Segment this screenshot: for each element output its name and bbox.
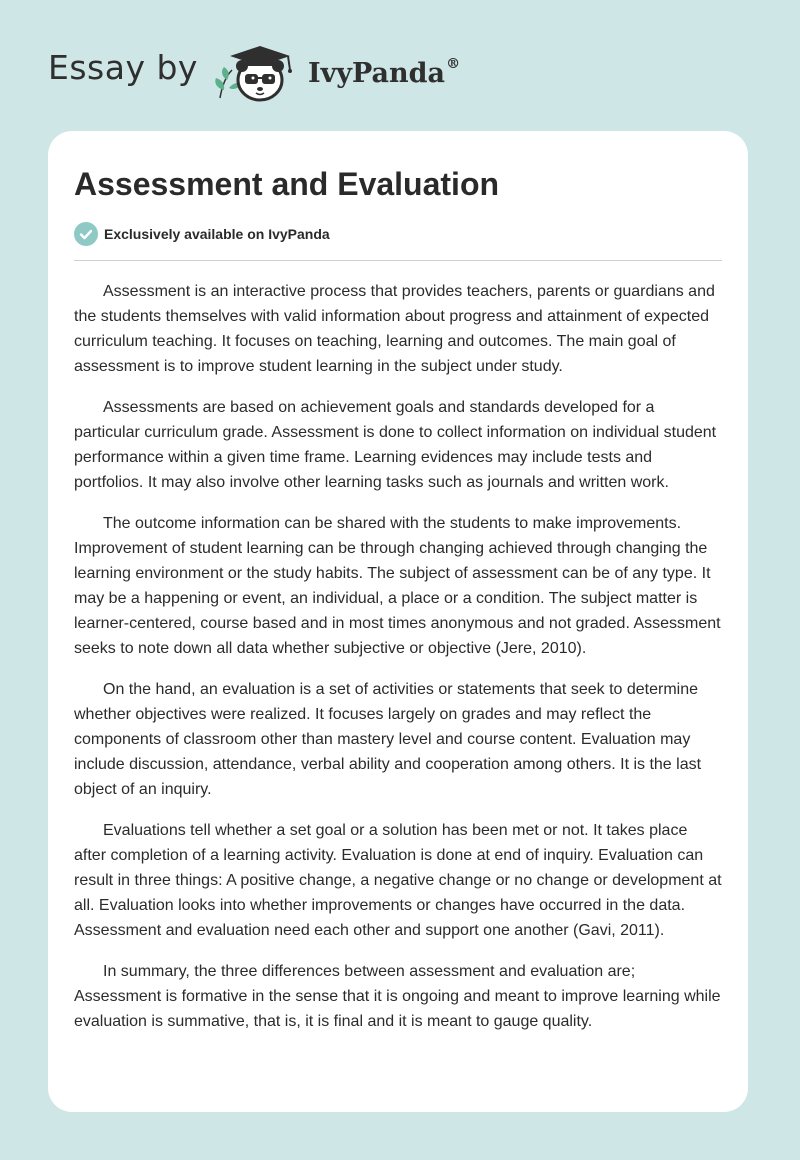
paragraph: In summary, the three differences between assessment and evaluation are; Assessment is formative in the sense that it is ongoing and meant to improve learning while evaluation is summative, that is, it is final and it is meant to gauge quality. <box>74 963 721 1030</box>
essay-card <box>48 131 748 1112</box>
paragraph: On the hand, an evaluation is a set of activities or statements that seek to determine whether objectives were realized. It focuses largely on grades and may reflect the components of classroom other than mastery level and course content. Evaluation may include discussion, attendance, verbal ability and cooperation among others. It is the last object of an inquiry. <box>74 681 702 798</box>
paragraph: Assessment is an interactive process that provides teachers, parents or guardians and the students themselves with valid information about progress and attainment of expected curriculum teaching. It focuses on teaching, learning and outcomes. The main goal of assessment is to improve student learning in the subject under study. <box>74 283 715 375</box>
paragraph: Evaluations tell whether a set goal or a solution has been met or not. It takes place after completion of a learning activity. Evaluation is done at end of inquiry. Evaluation can result in three things: A positive change, a negative change or no change or development at all. Evaluation looks into whether improvements or changes have occurred in the data. Assessment and evaluation need each other and support one another (Gavi, 2011). <box>74 822 722 939</box>
panda-graduate-logo-icon <box>210 36 306 106</box>
brand-header[interactable] <box>48 36 460 106</box>
exclusive-badge-text: Exclusively available on IvyPanda <box>104 226 330 242</box>
divider <box>74 260 722 261</box>
paragraph: The outcome information can be shared with the students to make improvements. Improvement of student learning can be through changing achieved through changing the learning environment or the study habits. The subject of assessment can be of any type. It may be a happening or event, an individual, a place or a condition. The subject matter is learner-centered, course based and in most times anonymous and not graded. Assessment seeks to note down all data whether subjective or objective (Jere, 2010). <box>74 515 721 657</box>
essay-title: Assessment and Evaluation <box>74 166 500 202</box>
brand-name: IvyPanda® <box>307 55 461 89</box>
paragraph: Assessments are based on achievement goals and standards developed for a particular curriculum grade. Assessment is done to collect information on individual student performance within a given time frame. Learning evidences may include tests and portfolios. It may also involve other learning tasks such as journals and written work. <box>74 399 717 491</box>
registered-mark: ® <box>446 55 461 72</box>
check-circle-icon <box>74 222 98 246</box>
exclusive-badge <box>74 222 722 246</box>
brand-prefix: Essay by <box>48 47 198 87</box>
essay-body <box>74 279 722 1034</box>
